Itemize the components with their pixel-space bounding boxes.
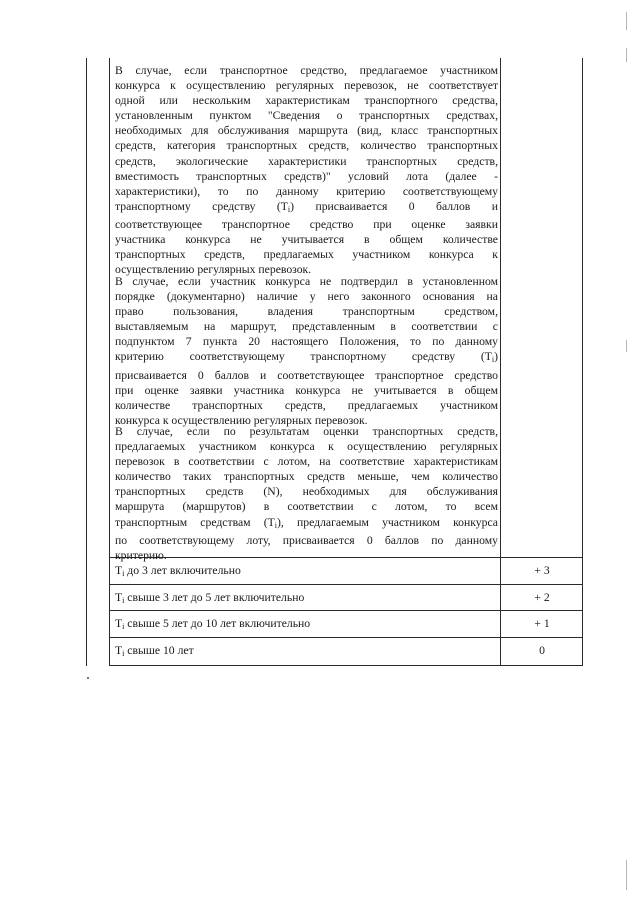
table-border-inner-left — [109, 58, 110, 666]
score-row-label: $Т_i$ свыше 3 лет до 5 лет включительно — [115, 591, 305, 605]
row-separator — [109, 637, 583, 638]
text-line: маршрута (маршрутов) в соответствии с лотом, то всем — [115, 500, 498, 514]
text-line: предлагаемых участником конкурса к осуществлению регулярных — [115, 440, 498, 454]
text-line: порядке (документарно) наличие у него законного основания на — [115, 290, 498, 304]
scan-dot-mark — [87, 677, 89, 679]
text-line: конкурса к осуществлению регулярных перевозок, не соответствует — [115, 79, 498, 93]
text-line: необходимых для обслуживания маршрута (вид, класс транспортных — [115, 124, 498, 138]
text-line: критерию соответствующему транспортному средству $(Т_i)$ — [115, 350, 498, 365]
score-row-value: + 1 — [534, 617, 550, 630]
text-line: при оценке заявки участника конкурса не учитывается в общем — [115, 383, 498, 397]
subscript-i: i — [491, 355, 495, 365]
score-row-value: 0 — [539, 644, 545, 657]
subscript-i: i — [122, 596, 125, 605]
score-row-label: $Т_i$ свыше 5 лет до 10 лет включительно — [115, 617, 311, 631]
subscript-i: i — [287, 204, 291, 214]
score-row-label: $Т_i$ до 3 лет включительно — [115, 564, 241, 578]
row-separator — [109, 584, 583, 585]
text-line: В случае, если по результатам оценки транспортных средств, — [115, 425, 498, 438]
subscript-i: i — [122, 622, 125, 631]
subscript-i: i — [122, 649, 125, 658]
text-line: установленным пунктом "Сведения о транспортных средствах, — [115, 109, 498, 123]
text-line: выставляемым на маршрут, представленным в соответствии с — [115, 320, 498, 334]
criteria-table — [86, 58, 583, 666]
paragraph-ownership-not-confirmed — [115, 274, 498, 428]
text-line: В случае, если участник конкурса не подтвердил в установленном — [115, 275, 498, 288]
text-line: участника конкурса не учитывается в общем количестве — [115, 233, 498, 247]
text-line: В случае, если транспортное средство, предлагаемое участником — [115, 64, 498, 77]
text-line: подпунктом 7 пункта 20 настоящего Положения, то по данному — [115, 335, 498, 349]
paragraph-insufficient-vehicles — [115, 424, 498, 563]
text-line: транспортным средствам $(Т_i)$, предлагаемым участником конкурса — [115, 515, 498, 530]
text-line: осуществлению регулярных перевозок. — [115, 263, 312, 277]
scan-edge-mark — [626, 48, 627, 62]
text-line: транспортных средств, предлагаемых участником конкурса к — [115, 248, 498, 262]
score-row-value: + 2 — [534, 591, 550, 604]
text-line: право пользования, владения транспортным средством, — [115, 305, 498, 319]
score-row-value: + 3 — [534, 564, 550, 577]
text-line: критерию. — [115, 548, 167, 562]
text-line: характеристики), то по данному критерию соответствующему — [115, 184, 498, 198]
scan-edge-mark — [626, 860, 627, 890]
paragraph-vehicle-nonconformity — [115, 63, 498, 277]
text-line: перевозок в соответствии с лотом, на соответствие характеристикам — [115, 455, 498, 469]
text-line: средств, категория транспортных средств, количество транспортных — [115, 139, 498, 153]
text-line: вместимость транспортных средств)" условий лота (далее - — [115, 169, 498, 183]
scan-edge-mark — [626, 340, 627, 352]
text-line: количестве транспортных средств, предлагаемых участником — [115, 398, 498, 412]
row-separator — [109, 665, 583, 666]
text-line: средств, экологические характеристики транспортных средств, — [115, 154, 498, 168]
text-line: конкурса к осуществлению регулярных перевозок. — [115, 413, 368, 427]
text-line: количество таких транспортных средств меньше, чем количество — [115, 470, 498, 484]
text-line: присваивается 0 баллов и соответствующее транспортное средство — [115, 368, 498, 382]
subscript-i: i — [274, 520, 277, 530]
subscript-i: i — [122, 569, 125, 578]
text-line: транспортных средств (N), необходимых для обслуживания — [115, 485, 498, 499]
text-line: по соответствующему лоту, присваивается 0 баллов по данному — [115, 533, 498, 547]
text-line: одной или нескольким характеристикам транспортного средства, — [115, 94, 498, 108]
score-row-label: $Т_i$ свыше 10 лет — [115, 644, 194, 658]
text-line: транспортному средству $(Т_i)$ присваивается 0 баллов и — [115, 199, 498, 214]
scan-edge-mark — [626, 12, 627, 30]
row-separator — [109, 610, 583, 611]
table-border-left — [86, 58, 87, 666]
text-line: соответствующее транспортное средство при оценке заявки — [115, 217, 498, 231]
